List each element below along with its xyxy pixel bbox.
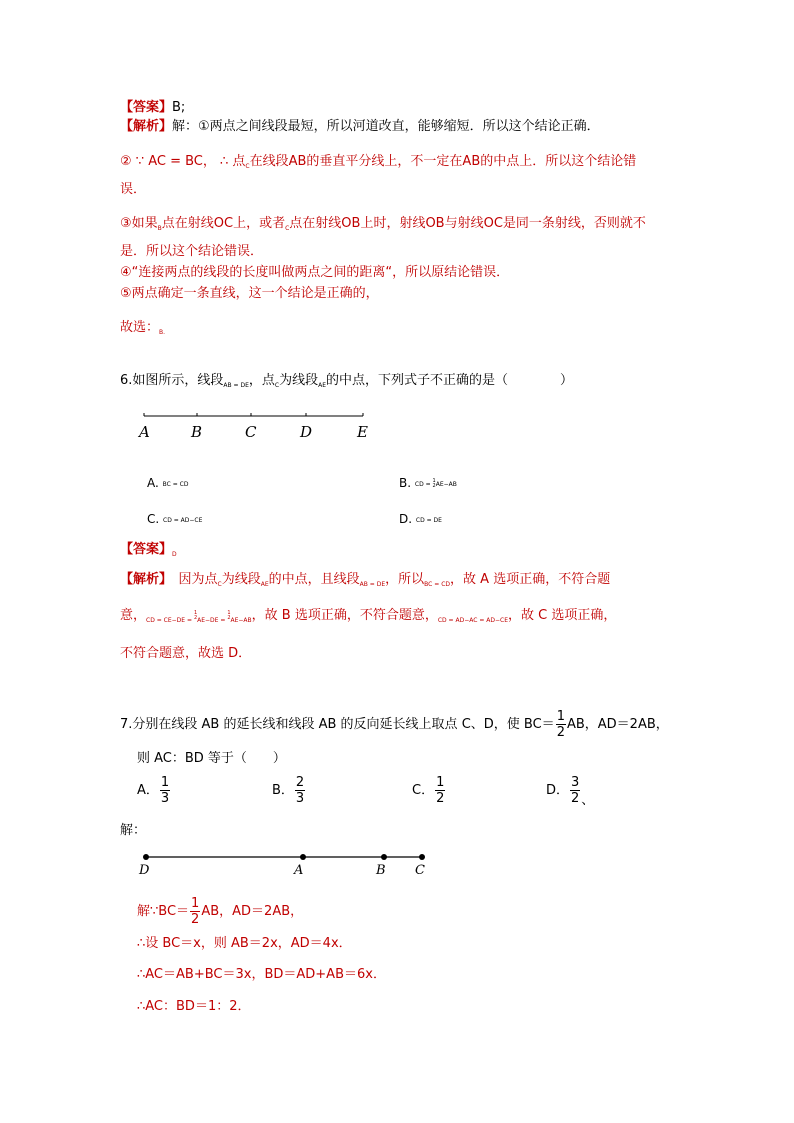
q6-analysis-line-3 xyxy=(120,645,251,663)
item3-text-a: ③如果 xyxy=(120,216,158,231)
fraction-numerator: 1 xyxy=(193,609,198,616)
point-label-b: B xyxy=(191,423,203,441)
step3-text: ∴AC＝AB+BC＝3x，BD＝AD+AB＝6x． xyxy=(137,967,386,982)
option-expr-post: AE−AB xyxy=(435,481,457,488)
option-expr: CD = AD−CE xyxy=(163,517,203,524)
point-label-d: D xyxy=(139,863,150,878)
answer-tag: 【答案】 xyxy=(120,100,173,115)
q7-option-d xyxy=(546,775,594,808)
q6-option-d xyxy=(399,512,442,526)
a1-sub1: C xyxy=(217,581,222,588)
a1-text-b: 为线段 xyxy=(221,572,261,587)
item2-text-a: ② ∵ AC = BC， ∴ 点 xyxy=(120,154,246,169)
fraction-denominator: 2 xyxy=(571,791,580,806)
q7-stem xyxy=(120,709,669,740)
option-expr: BC = CD xyxy=(162,481,189,488)
q5-analysis-line-1 xyxy=(120,118,600,136)
a1-sub3: AB = DE xyxy=(359,581,386,588)
fraction-numerator: 1 xyxy=(436,775,445,790)
item3-text-d: 是．所以这个结论错误． xyxy=(120,244,264,259)
a2-sub3: AE−AB xyxy=(230,617,252,624)
solution-label: 解： xyxy=(120,823,147,838)
item3-sub-c: C xyxy=(285,225,290,232)
point-label-b: B xyxy=(376,863,386,878)
fraction-numerator: 1 xyxy=(160,775,170,790)
item2-text-c: 误． xyxy=(120,182,147,197)
point-label-e: E xyxy=(357,423,368,441)
choice-value: B. xyxy=(159,329,166,336)
option-fraction xyxy=(435,775,445,806)
q6-option-b xyxy=(399,476,457,490)
q7-stem-line2: 则 AC：BD 等于（ ） xyxy=(137,751,286,766)
q5-item-2-cont xyxy=(120,181,146,199)
q7-stem-b: AB，AD＝2AB， xyxy=(566,717,669,732)
item2-text-b: 在线段AB的垂直平分线上，不一定在AB的中点上．所以这个结论错 xyxy=(249,154,637,169)
option-letter: B. xyxy=(399,476,412,490)
q6-stem-sub3: AE xyxy=(318,382,327,389)
a2-text-b: ，故 B 选项正确，不符合题意， xyxy=(251,608,438,623)
item3-text-c: 点在射线OB上时，射线OB与射线OC是同一条射线，否则就不 xyxy=(289,216,646,231)
point-label-c: C xyxy=(415,863,425,878)
q5-item-5 xyxy=(120,285,379,303)
option-tail: 、 xyxy=(581,793,595,808)
option-expr-pre: CD = xyxy=(414,481,433,488)
a2-sub4: CD = AD−AC = AD−CE xyxy=(437,617,509,624)
a1-text-a: 因为点 xyxy=(165,572,218,587)
point-d xyxy=(143,854,149,860)
q5-item-4 xyxy=(120,264,509,282)
q7-stem-line-2 xyxy=(137,750,286,768)
q6-stem xyxy=(120,372,573,395)
point-label-d: D xyxy=(300,423,313,441)
fraction-numerator: 3 xyxy=(571,775,580,790)
point-label-c: C xyxy=(245,423,257,441)
q6-segment-figure xyxy=(130,408,380,444)
option-letter: D． xyxy=(546,783,570,798)
fraction-numerator: 1 xyxy=(556,709,565,724)
fraction-denominator: 2 xyxy=(436,791,445,806)
q7-solution-step-1 xyxy=(137,896,303,927)
q5-answer-line xyxy=(120,99,185,117)
q7-solution-step-3 xyxy=(137,966,386,984)
option-letter: A. xyxy=(147,476,159,490)
option-letter: B． xyxy=(272,783,294,798)
q6-stem-sub1: AB = DE xyxy=(223,382,249,389)
fraction-denominator: 2 xyxy=(432,482,436,489)
q5-item-2 xyxy=(120,153,636,176)
q7-solution-step-2 xyxy=(137,935,352,953)
option-fraction xyxy=(160,775,170,806)
q7-stem-fraction xyxy=(556,709,566,740)
fraction-denominator: 2 xyxy=(191,912,200,927)
step2-text: ∴设 BC＝x，则 AB＝2x，AD＝4x． xyxy=(137,936,352,951)
a1-text-c: 的中点，且线段 xyxy=(268,572,360,587)
q6-stem-sub2: C xyxy=(274,382,280,389)
a1-sub4: BC = CD xyxy=(424,581,451,588)
a1-text-d: ，所以 xyxy=(385,572,425,587)
q7-option-c xyxy=(412,775,446,806)
step4-text: ∴AC：BD＝1：2． xyxy=(137,999,251,1014)
point-label-a: A xyxy=(139,423,150,441)
a2-text-a: 意， xyxy=(120,608,147,623)
point-label-a: A xyxy=(294,863,304,878)
option-expr: CD = DE xyxy=(415,517,442,524)
q6-option-a xyxy=(147,476,189,490)
answer-tag: 【答案】 xyxy=(120,542,173,557)
q6-analysis-line-2 xyxy=(120,607,616,630)
q6-analysis-line-1 xyxy=(120,571,610,594)
a3-text: 不符合题意，故选 D． xyxy=(120,646,252,661)
fraction-numerator: 1 xyxy=(432,477,436,484)
step1-fraction xyxy=(190,896,200,927)
q6-stem-b: ，点 xyxy=(248,373,275,388)
q5-choice xyxy=(120,319,165,342)
q6-option-c xyxy=(147,512,202,526)
item3-sub-b: B xyxy=(157,225,162,232)
item4-text: ④“连接两点的线段的长度叫做两点之间的距离“，所以原结论错误． xyxy=(120,265,510,280)
option-letter: C. xyxy=(147,512,160,526)
point-c xyxy=(419,854,425,860)
fraction-denominator: 2 xyxy=(227,614,231,621)
answer-value: D xyxy=(172,551,177,558)
q7-solution-label xyxy=(120,822,146,840)
a1-text-e: ，故 A 选项正确，不符合题 xyxy=(450,572,611,587)
fraction-denominator: 2 xyxy=(193,614,198,621)
q7-stem-a: 7.分别在线段 AB 的延长线和线段 AB 的反向延长线上取点 C、D，使 BC＝ xyxy=(120,717,555,732)
option-letter: A． xyxy=(137,783,159,798)
analysis-text: 解：①两点之间线段最短，所以河道改直，能够缩短．所以这个结论正确． xyxy=(172,119,600,134)
fraction-denominator: 2 xyxy=(556,725,565,740)
q5-item-3 xyxy=(120,215,646,238)
point-a xyxy=(300,854,306,860)
fraction-denominator: 3 xyxy=(160,791,170,806)
fraction-numerator: 1 xyxy=(191,896,200,911)
option-letter: C． xyxy=(412,783,435,798)
fraction-numerator: 1 xyxy=(227,609,231,616)
choice-prefix: 故选： xyxy=(120,320,160,335)
q6-answer-line xyxy=(120,541,177,564)
a2-sub1: CD = CE−DE = xyxy=(146,617,194,624)
a2-text-c: ，故 C 选项正确， xyxy=(508,608,617,623)
fraction-denominator: 3 xyxy=(295,791,305,806)
q7-option-b xyxy=(272,775,306,806)
q7-segment-figure xyxy=(135,848,435,880)
q6-stem-a: 6.如图所示，线段 xyxy=(120,373,224,388)
step1-text-a: 解∵BC＝ xyxy=(137,904,190,919)
a1-sub2: AE xyxy=(260,581,269,588)
option-letter: D. xyxy=(399,512,413,526)
step1-text-b: AB，AD＝2AB， xyxy=(201,904,304,919)
q7-option-a xyxy=(137,775,171,806)
point-b xyxy=(381,854,387,860)
option-fraction xyxy=(570,775,580,806)
item3-text-b: 点在射线OC上，或者 xyxy=(161,216,286,231)
answer-value: B; xyxy=(172,100,186,115)
q6-stem-d: 的中点，下列式子不正确的是（ ） xyxy=(326,373,574,388)
analysis-tag: 【解析】 xyxy=(120,572,166,587)
analysis-tag: 【解析】 xyxy=(120,119,173,134)
q7-solution-step-4 xyxy=(137,998,250,1016)
a2-sub2: AE−DE = xyxy=(197,617,228,624)
item2-sub: C xyxy=(245,163,250,170)
q6-stem-c: 为线段 xyxy=(279,373,319,388)
fraction-numerator: 2 xyxy=(295,775,305,790)
q5-item-3-cont xyxy=(120,243,263,261)
option-fraction xyxy=(295,775,305,806)
item5-text: ⑤两点确定一条直线，这一个结论是正确的， xyxy=(120,286,379,301)
